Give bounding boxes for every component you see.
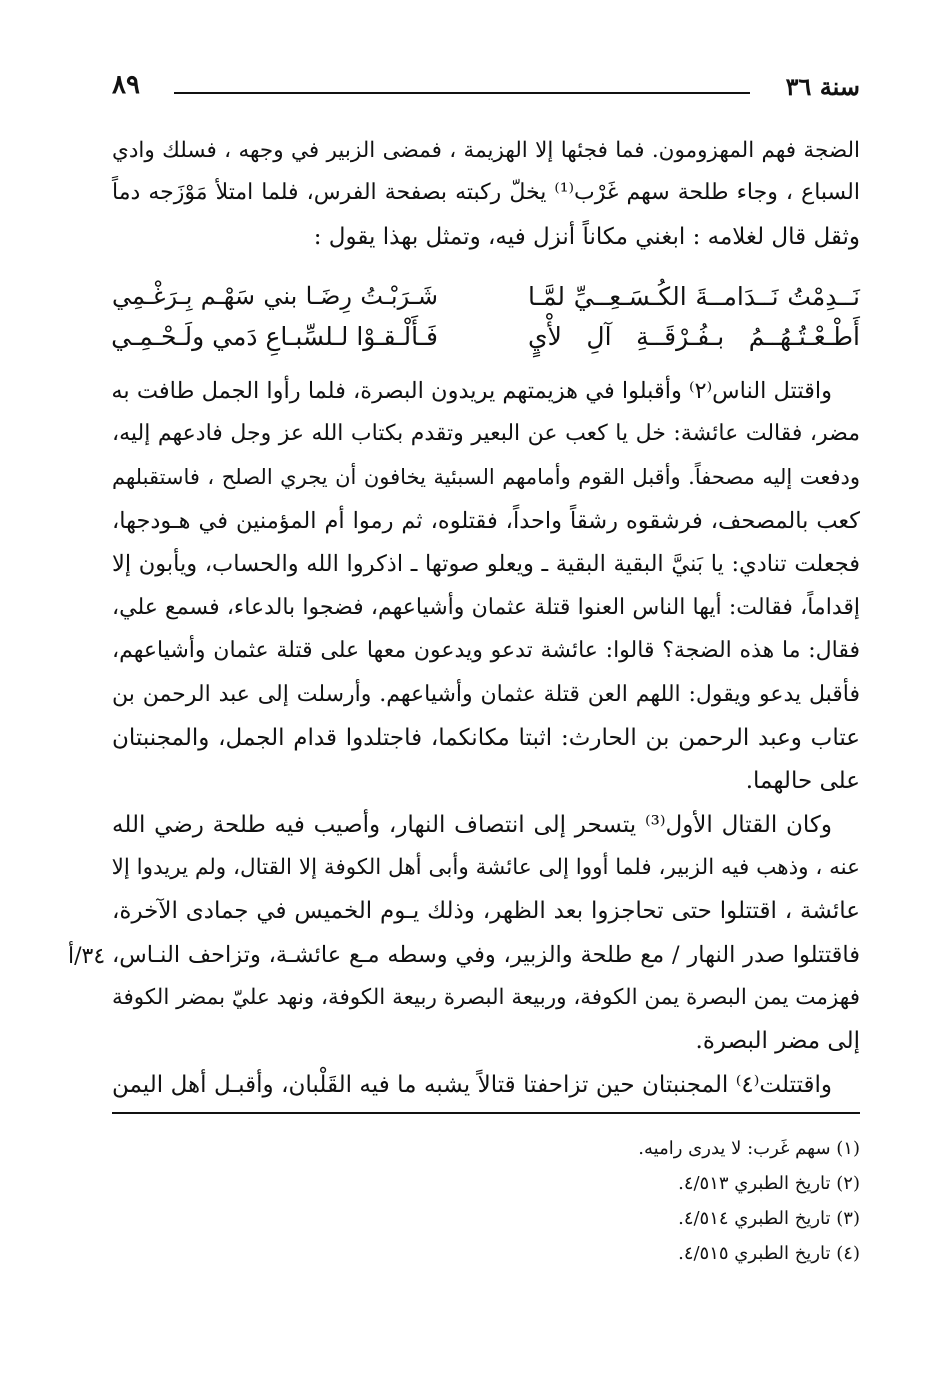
text-line: إقداماً، فقالت: أيها الناس العنوا قتلة عثمان وأشياعهم، فضجوا بالدعاء، فسمع علي، (112, 595, 860, 620)
footnote-rule (112, 1112, 860, 1114)
manuscript-folio-note: ٣٤/أ (68, 944, 106, 969)
page-number: ٨٩ (112, 70, 140, 100)
poem-hemistich-right: أَطْـعْـتُـهُــمُ بـفُـرْقَــةِ آلِ لأْيٍ (528, 322, 860, 351)
text-line: واقتتلت⁽٤⁾ المجنبتان حين تزاحفتا قتالاً يشبه ما فيه القَلْبان، وأقبـل أهل اليمن (112, 1072, 832, 1098)
text-line: عتاب وعبد الرحمن بن الحارث: اثبتا مكانكما، فاجتلدوا قدام الجمل، والمجنبتان (112, 725, 860, 751)
text-line: فأقبل يدعو ويقول: اللهم العن قتلة عثمان وأشياعهم. وأرسلت إلى عبد الرحمن بن (112, 682, 860, 707)
text-line: فهزمت يمن البصرة يمن الكوفة، وربيعة البصرة ربيعة الكوفة، ونهد عليّ بمضر الكوفة (112, 985, 860, 1010)
text-line: عنه ، وذهب فيه الزبير، فلما أووا إلى عائشة وأبى أهل الكوفة إلا القتال، ولم يريدوا إلا (111, 855, 860, 880)
text-line: فاقتتلوا صدر النهار / مع طلحة والزبير، وفي وسطه مـع عائشـة، وتزاحف النـاس، (112, 942, 860, 968)
text-line: مضر، فقالت عائشة: خل يا كعب عن البعير وتقدم بكتاب الله عز وجل فادعهم إليه، (112, 421, 860, 446)
poem-hemistich-right: نَــدِمْتُ نَــدَامــةَ الكُـسَـعِــيِّ لمَّـا (528, 282, 860, 311)
footnote: (١) سهم غَرب: لا يدرى راميه. (638, 1138, 860, 1159)
text-line: فجعلت تنادي: يا بَنيَّ البقية البقية ـ ويعلو صوتها ـ اذكروا الله والحساب، ويأبون إلا (112, 551, 860, 577)
footnote: (٣) تاريخ الطبري ٤/٥١٤. (678, 1208, 860, 1229)
header-year: سنة ٣٦ (785, 72, 860, 101)
text-line: الضجة فهم المهزومون. فما فجئها إلا الهزيمة ، فمضى الزبير في وجهه ، فسلك وادي (112, 138, 860, 163)
running-header (112, 66, 860, 106)
text-line: كعب بالمصحف، فرشقوه رشقاً واحداً، فقتلوه، ثم رموا أم المؤمنين في هـودجها، (112, 508, 860, 534)
text-line: على حالهما. (745, 768, 860, 794)
text-line: ودفعت إليه مصحفاً. وأقبل القوم وأمامهم السبئية يخافون أن يجري الصلح ، فاستقبلهم (112, 465, 860, 489)
text-line: السباع ، وجاء طلحة سهم غَرْب⁽¹⁾ يخلّ ركبته بصفحة الفرس، فلما امتلأ مَوْزَجه دماً (112, 180, 860, 205)
text-line: وثقل قال لغلامه : ابغني مكاناً أنزل فيه، وتمثل بهذا يقول : (313, 224, 860, 250)
footnote: (٤) تاريخ الطبري ٤/٥١٥. (678, 1243, 860, 1264)
footnote: (٢) تاريخ الطبري ٤/٥١٣. (678, 1173, 860, 1194)
text-line: عائشة ، اقتتلوا حتى تحاجزوا بعد الظهر، وذلك يـوم الخميس في جمادى الآخرة، (112, 898, 860, 924)
text-line: فقال: ما هذه الضجة؟ قالوا: عائشة تدعو ويدعون معها على قتلة عثمان وأشياعهم، (112, 638, 860, 663)
text-line: إلى مضر البصرة. (695, 1028, 860, 1054)
poem-hemistich-left: شَـرَبْـتُ رِضَـا بني سَهْـم بِـرَغْـمِي (112, 282, 438, 310)
poem-hemistich-left: فَـأَلْـقـوْا لـلسِّبـاعِ دَمي ولَـحْـمِـي (111, 322, 438, 351)
text-line: واقتتل الناس⁽٢⁾ وأقبلوا في هزيمتهم يريدون البصرة، فلما رأوا الجمل طافت به (111, 378, 832, 404)
text-line: وكان القتال الأول⁽³⁾ يتسحر إلى انتصاف النهار، وأصيب فيه طلحة رضي الله (112, 812, 832, 838)
header-rule (174, 92, 750, 94)
